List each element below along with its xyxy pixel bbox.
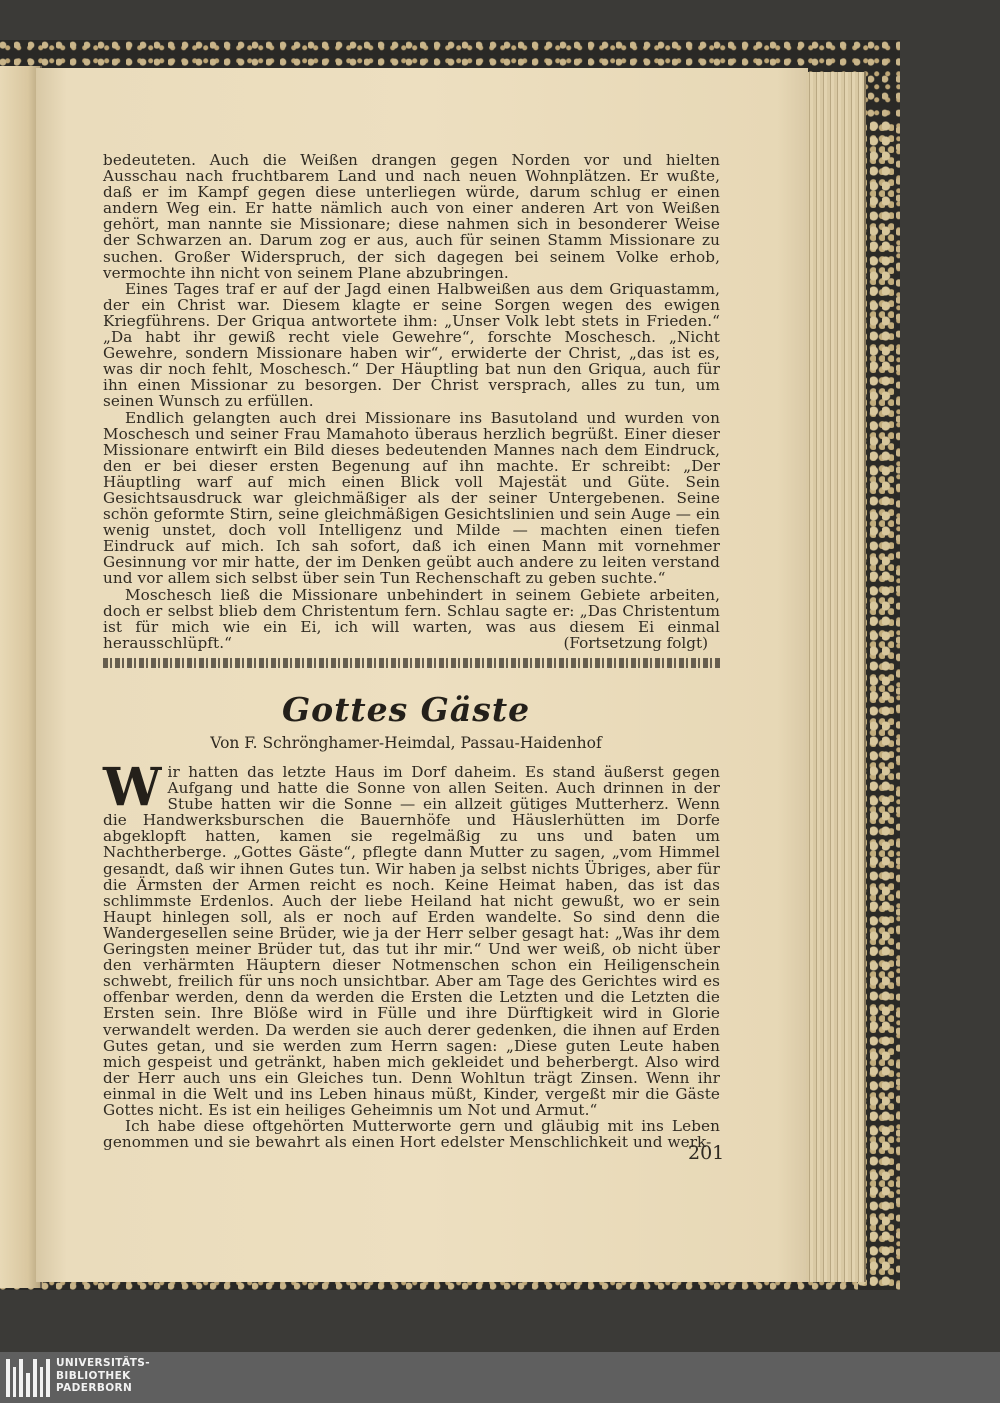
paragraph: Ich habe diese oftgehörten Mutterworte gern und gläubig mit ins Leben genommen und sie bewahrt als einen Hort edelster Menschlichkeit und werk- [103,1117,720,1152]
page-number: 201 [688,1142,725,1164]
library-name [56,1357,150,1395]
byline: Von F. Schrönghamer-Heimdal, Passau-Haidenhof [210,734,602,752]
library-footer [0,1352,1000,1403]
story-title: Gottes Gäste [281,690,531,729]
library-name-line: BIBLIOTHEK [56,1369,131,1382]
story-text [103,757,720,1152]
library-name-line: PADERBORN [56,1382,133,1394]
paragraph: Eines Tages traf er auf der Jagd einen Halbweißen aus dem Griquastamm, der ein Christ war. Diesem klagte er seine Sorgen wegen des ewigen Kriegführens. Der Griqua antwortete ihm: „Unser Volk lebt stets in Frieden.“ „Da habt ihr gewiß recht viele Gewehre“, forschte Moschesch. „Nicht Gewehre, sondern Missionare haben wir“, erwiderte der Christ, „das ist es, was dir noch fehlt, Moschesch.“ Der Häuptling bat nun den Griqua, auch für ihn einen Missionar zu besorgen. Der Christ versprach, alles zu tun, um seinen Wunsch zu erfüllen. [103,279,720,411]
continued-note: (Fortsetzung folgt) [563,634,708,652]
page-edges [806,72,866,1282]
library-name-line: UNIVERSITÄTS- [56,1357,151,1369]
ornamental-divider [103,658,720,668]
drop-cap: W [103,757,162,818]
article-continuation [103,152,720,651]
paragraph: ir hatten das letzte Haus im Dorf daheim. Es stand äußerst gegen Aufgang und hatte die Sonne von allen Seiten. Auch drinnen in der Stube hatten wir die Sonne — ein allzeit gütiges Mutterherz. Wenn die Handwerksburschen die Bauernhöfe und Häuslerhütten im Dorfe abgeklopft hatten, kamen sie regelmäßig zu uns und baten um Nachtherberge. „Gottes Gäste“, pflegte dann Mutter zu sagen, „vom Himmel gesandt, daß wir ihnen Gutes tun. Wir haben ja selbst nichts Übriges, aber für die Ärmsten der Armen reicht es noch. Keine Heimat haben, das ist das schlimmste Erdenlos. Auch der liebe Heiland hat nicht gewußt, wo er sein Haupt hinlegen soll, als er noch auf Erden wandelte. So sind denn die Wandergesellen seine Brüder, wie ja der Herr selber gesagt hat: „Was ihr dem Geringsten meiner Brüder tut, das tut ihr mir.“ Und wer weiß, ob nicht über den verhärmten Häuptern dieser Notmenschen schon ein Heiligenschein schwebt, freilich für uns noch unsichtbar. Aber am Tage des Gerichtes wird es offenbar werden, denn da werden die Ersten die Letzten und die Letzten die Ersten sein. Ihre Blöße wird in Fülle und ihre Dürftigkeit wird in Glorie verwandelt werden. Da werden sie auch derer gedenken, die ihnen auf Erden Gutes getan, und sie werden zum Herrn sagen: „Diese guten Leute haben mich gespeist und getränkt, haben mich gekleidet und beherbergt. Also wird der Herr auch uns ein Gleiches tun. Denn Wohltun trägt Zinsen. Wenn ihr einmal in die Welt und ins Leben hinaus müßt, Kinder, vergeßt mir die Gäste Gottes nicht. Es ist ein heiliges Geheimnis um Not und Armut.“ [103,763,720,1119]
library-logo-icon [6,1359,50,1397]
paragraph: Moschesch ließ die Missionare unbehindert in seinem Gebiete arbeiten, doch er selbst blieb dem Christentum fern. Schlau sagte er: „Das Christentum ist für mich wie ein Ei, ich will warten, was aus diesem Ei einmal herausschlüpft.“ [103,585,720,652]
paragraph: Endlich gelangten auch drei Missionare ins Basutoland und wurden von Moschesch und seiner Frau Mamahoto überaus herzlich begrüßt. Einer dieser Missionare entwirft ein Bild dieses bedeutenden Mannes nach dem Eindruck, den er bei dieser ersten Begenung auf ihn machte. Er schreibt: „Der Häuptling warf auf mich einen Blick voll Majestät und Güte. Sein Gesichtsausdruck war gleichmäßiger als der seiner Untergebenen. Seine schön geformte Stirn, seine gleichmäßigen Gesichtslinien und sein Auge — ein wenig unstet, doch voll Intelligenz und Milde — machten einen tiefen Eindruck auf mich. Ich sah sofort, daß ich einen Mann mit vornehmer Gesinnung vor mir hatte, der im Denken geübt auch andere zu leiten verstand und vor allem sich selbst über sein Tun Rechenschaft zu geben suchte.“ [103,408,720,588]
paragraph: bedeuteten. Auch die Weißen drangen gegen Norden vor und hielten Ausschau nach fruchtbarem Land und nach neuen Wohnplätzen. Er wußte, daß er im Kampf gegen diese unterliegen würde, darum schlug er einen andern Weg ein. Er hatte nämlich auch von einer anderen Art von Weißen gehört, man nannte sie Missionare; diese nahmen sich in besonderer Weise der Schwarzen an. Darum zog er aus, auch für seinen Stamm Missionare zu suchen. Großer Widerspruch, der sich dagegen bei seinem Volke erhob, vermochte ihn nicht von seinem Plane abzubringen. [103,151,720,282]
